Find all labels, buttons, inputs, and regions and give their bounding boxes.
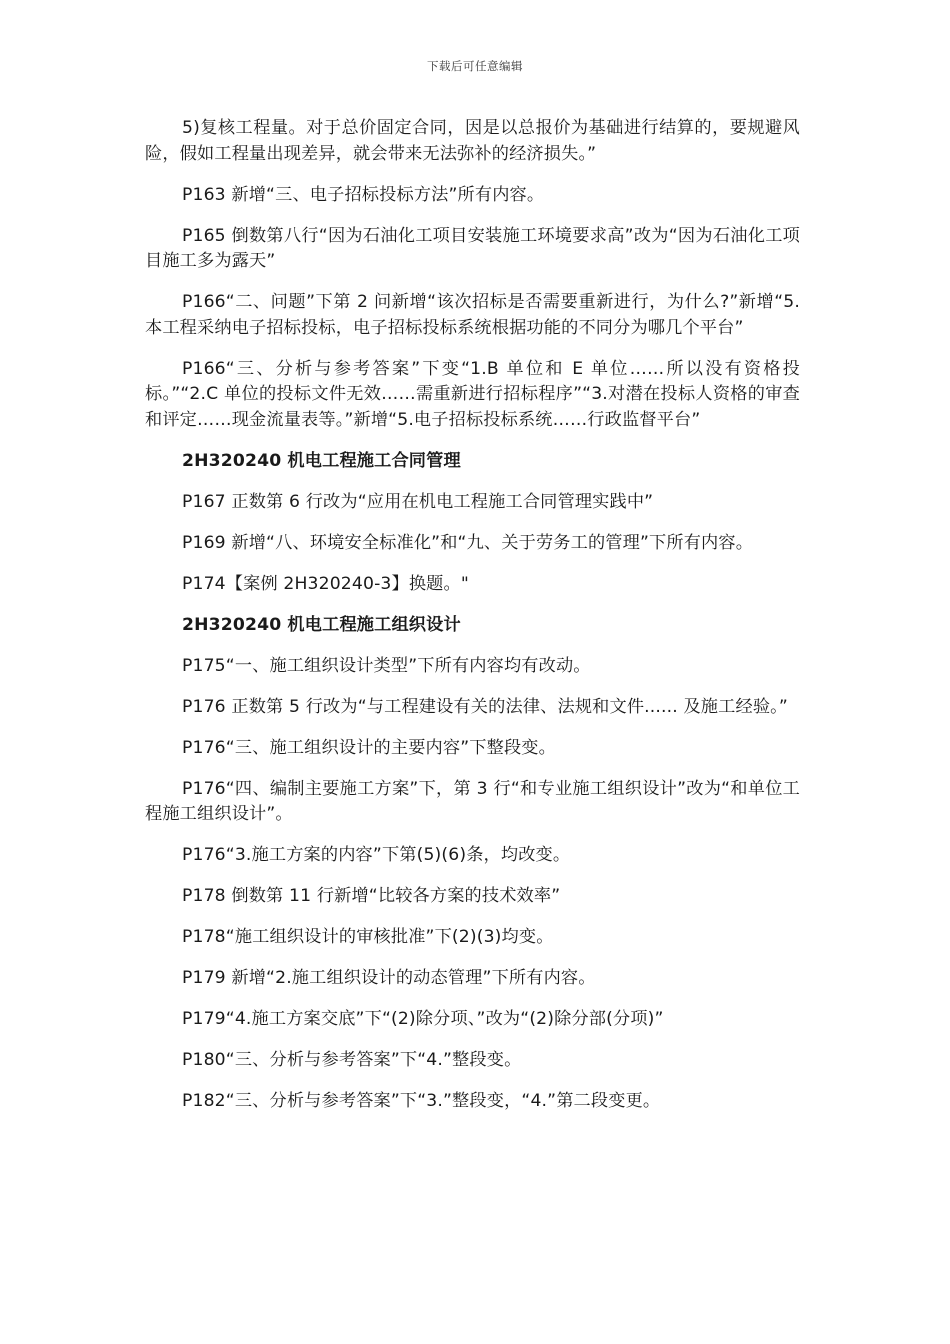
paragraph: P182“三、分析与参考答案”下“3.”整段变，“4.”第二段变更。 [182,1091,661,1111]
paragraph: P176“四、编制主要施工方案”下，第 3 行“和专业施工组织设计”改为“和单位工程施工组织设计”。 [145,778,800,824]
paragraph: P166“三、分析与参考答案”下变“1.B 单位和 E 单位……所以没有资格投标。”“2.C 单位的投标文件无效……需重新进行招标程序”“3.对潜在投标人资格的审查和评定……现金流量表等。”新增“5.电子招标投标系统……行政监督平台” [145,358,800,430]
paragraph: P166“二、问题”下第 2 问新增“该次招标是否需要重新进行，为什么?”新增“5.本工程采纳电子招标投标，电子招标投标系统根据功能的不同分为哪几个平台” [145,292,800,338]
paragraph: P165 倒数第八行“因为石油化工项目安装施工环境要求高”改为“因为石油化工项目施工多为露天” [145,225,800,271]
section-heading: 2H320240 机电工程施工合同管理 [182,450,461,471]
paragraph: P169 新增“八、环境安全标准化”和“九、关于劳务工的管理”下所有内容。 [182,532,754,553]
paragraph: P176 正数第 5 行改为“与工程建设有关的法律、法规和文件...... 及施工经验。” [182,696,788,717]
paragraph: P180“三、分析与参考答案”下“4.”整段变。 [182,1050,522,1070]
paragraph: P178 倒数第 11 行新增“比较各方案的技术效率” [182,886,561,906]
paragraph: P179“4.施工方案交底”下“(2)除分项、”改为“(2)除分部(分项)” [182,1009,664,1029]
section-heading: 2H320240 机电工程施工组织设计 [182,614,461,635]
paragraph: P176“3.施工方案的内容”下第(5)(6)条，均改变。 [182,845,571,865]
page-header: 下载后可任意编辑 [427,59,523,73]
paragraph: P178“施工组织设计的审核批准”下(2)(3)均变。 [182,927,554,947]
paragraph: P179 新增“2.施工组织设计的动态管理”下所有内容。 [182,968,596,988]
paragraph: 5)复核工程量。对于总价固定合同，因是以总报价为基础进行结算的，要规避风险，假如工程量出现差异，就会带来无法弥补的经济损失。” [145,118,800,164]
paragraph: P167 正数第 6 行改为“应用在机电工程施工合同管理实践中” [182,491,654,512]
paragraph: P175“一、施工组织设计类型”下所有内容均有改动。 [182,655,591,676]
paragraph: P174【案例 2H320240-3】换题。" [182,573,469,594]
document-body [145,116,800,1130]
paragraph: P163 新增“三、电子招标投标方法”所有内容。 [182,184,545,205]
paragraph: P176“三、施工组织设计的主要内容”下整段变。 [182,737,556,758]
